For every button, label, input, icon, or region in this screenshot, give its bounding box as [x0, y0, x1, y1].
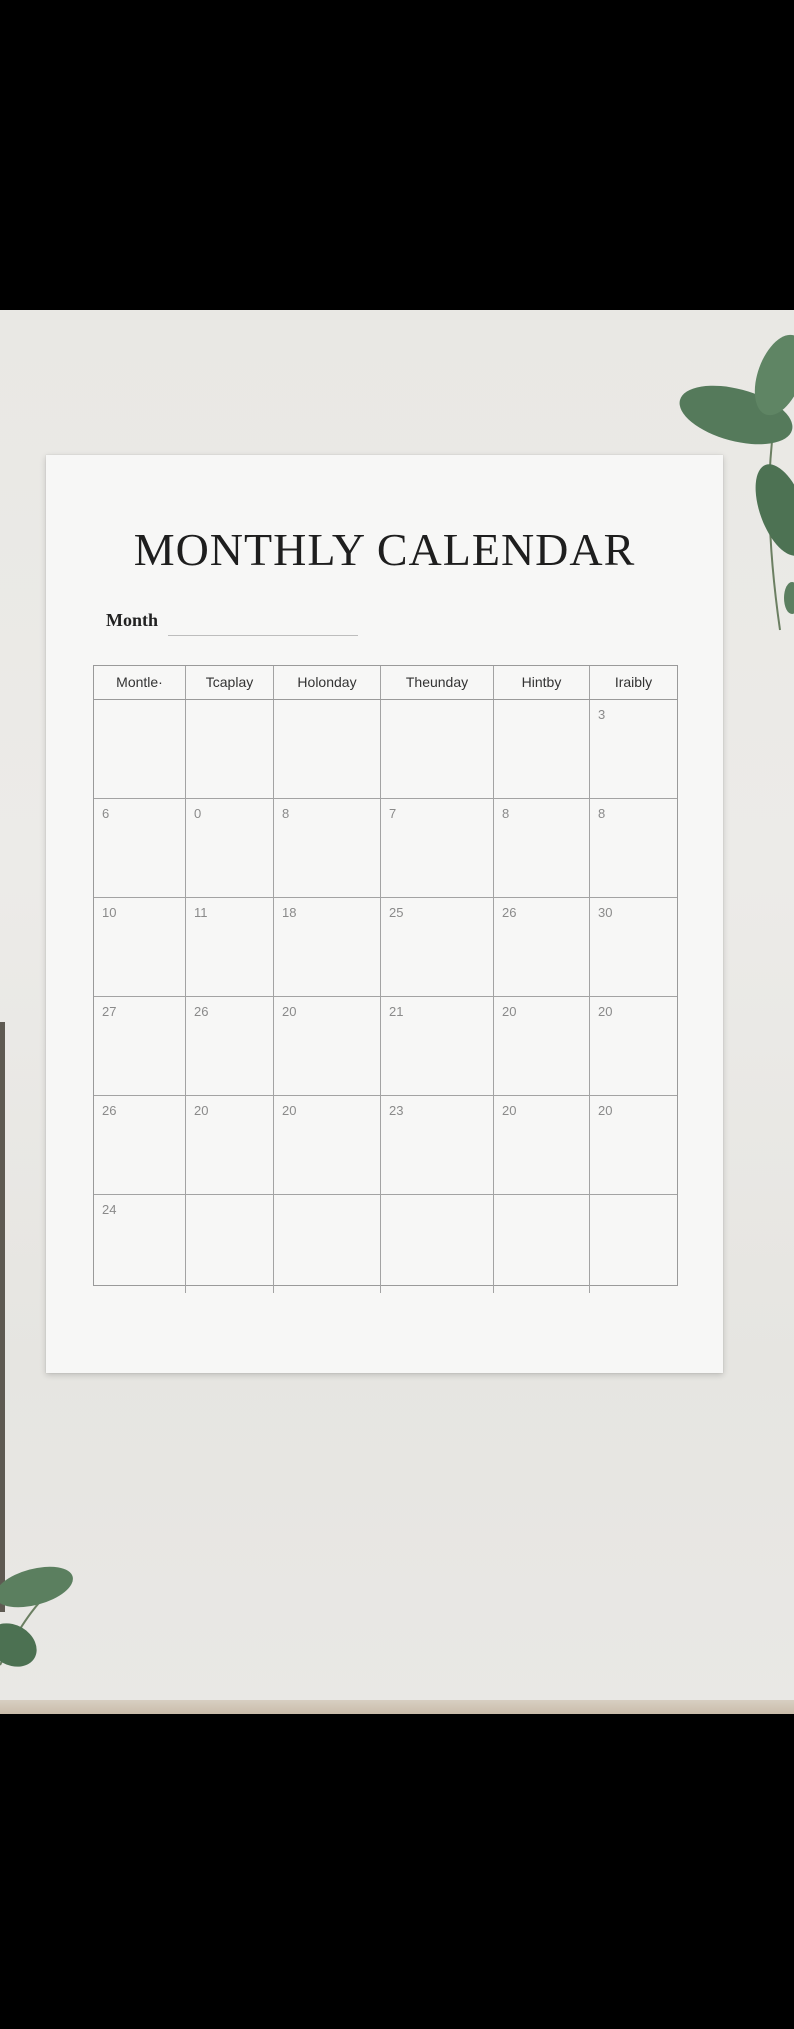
day-number: 8 [502, 806, 510, 821]
calendar-day-cell [94, 700, 186, 798]
calendar-day-cell [590, 997, 677, 1095]
calendar-day-cell [381, 799, 494, 897]
calendar-paper [46, 455, 723, 1373]
day-number: 20 [194, 1103, 209, 1118]
calendar-day-cell [494, 898, 590, 996]
calendar-day-cell [274, 799, 381, 897]
calendar-day-cell [94, 1096, 186, 1194]
calendar-day-cell [590, 1096, 677, 1194]
calendar-day-cell [381, 997, 494, 1095]
day-number: 23 [389, 1103, 404, 1118]
calendar-day-cell [186, 799, 274, 897]
day-number: 3 [598, 707, 606, 722]
day-number: 11 [194, 905, 208, 920]
day-number: 20 [282, 1004, 297, 1019]
weekday-header-row [94, 666, 677, 700]
day-number: 20 [598, 1004, 613, 1019]
day-number: 8 [282, 806, 290, 821]
calendar-day-cell [186, 700, 274, 798]
day-number: 10 [102, 905, 117, 920]
calendar-day-cell [494, 1096, 590, 1194]
day-number: 8 [598, 806, 606, 821]
calendar-week-row [94, 1195, 677, 1293]
calendar-grid [93, 665, 678, 1286]
calendar-day-cell [94, 997, 186, 1095]
calendar-day-cell [274, 898, 381, 996]
day-number: 20 [502, 1004, 517, 1019]
day-number: 27 [102, 1004, 117, 1019]
weekday-header: Holonday [274, 666, 381, 699]
calendar-day-cell [381, 1195, 494, 1293]
day-number: 26 [102, 1103, 117, 1118]
day-number: 26 [502, 905, 517, 920]
calendar-day-cell [381, 700, 494, 798]
calendar-day-cell [94, 1195, 186, 1293]
calendar-day-cell [186, 1096, 274, 1194]
shelf-edge [0, 1700, 794, 1714]
calendar-day-cell [274, 700, 381, 798]
day-number: 25 [389, 905, 404, 920]
calendar-day-cell [186, 1195, 274, 1293]
calendar-day-cell [381, 1096, 494, 1194]
calendar-day-cell [494, 700, 590, 798]
day-number: 26 [194, 1004, 209, 1019]
calendar-day-cell [590, 700, 677, 798]
calendar-day-cell [186, 997, 274, 1095]
day-number: 18 [282, 905, 297, 920]
weekday-header: Tcaplay [186, 666, 274, 699]
calendar-day-cell [494, 997, 590, 1095]
calendar-day-cell [94, 898, 186, 996]
day-number: 30 [598, 905, 613, 920]
calendar-day-cell [94, 799, 186, 897]
calendar-day-cell [590, 799, 677, 897]
calendar-title: MONTHLY CALENDAR [133, 524, 636, 575]
day-number: 7 [389, 806, 397, 821]
weekday-header: Iraibly [614, 674, 653, 690]
calendar-week-row [94, 700, 677, 799]
calendar-day-cell [494, 799, 590, 897]
calendar-day-cell [590, 1195, 677, 1293]
weekday-header: Montle· [94, 666, 186, 699]
calendar-day-cell [186, 898, 274, 996]
day-number: 0 [194, 806, 202, 821]
calendar-week-row [94, 799, 677, 898]
eucalyptus-leaves-bottom-left [0, 1555, 80, 1675]
weekday-header: Hintby [494, 666, 590, 699]
month-write-line [168, 635, 358, 636]
calendar-week-row [94, 997, 677, 1096]
day-number: 6 [102, 806, 110, 821]
calendar-day-cell [274, 997, 381, 1095]
day-number: 20 [282, 1103, 297, 1118]
day-number: 24 [102, 1202, 117, 1217]
picture-frame-edge [0, 1022, 5, 1612]
calendar-day-cell [381, 898, 494, 996]
day-number: 20 [598, 1103, 613, 1118]
calendar-day-cell [494, 1195, 590, 1293]
month-label: Month [106, 610, 159, 630]
calendar-day-cell [274, 1195, 381, 1293]
calendar-day-cell [590, 898, 677, 996]
calendar-week-row [94, 1096, 677, 1195]
day-number: 21 [389, 1004, 404, 1019]
weekday-header: Theunday [381, 666, 494, 699]
day-number: 20 [502, 1103, 517, 1118]
calendar-day-cell [274, 1096, 381, 1194]
calendar-week-row [94, 898, 677, 997]
